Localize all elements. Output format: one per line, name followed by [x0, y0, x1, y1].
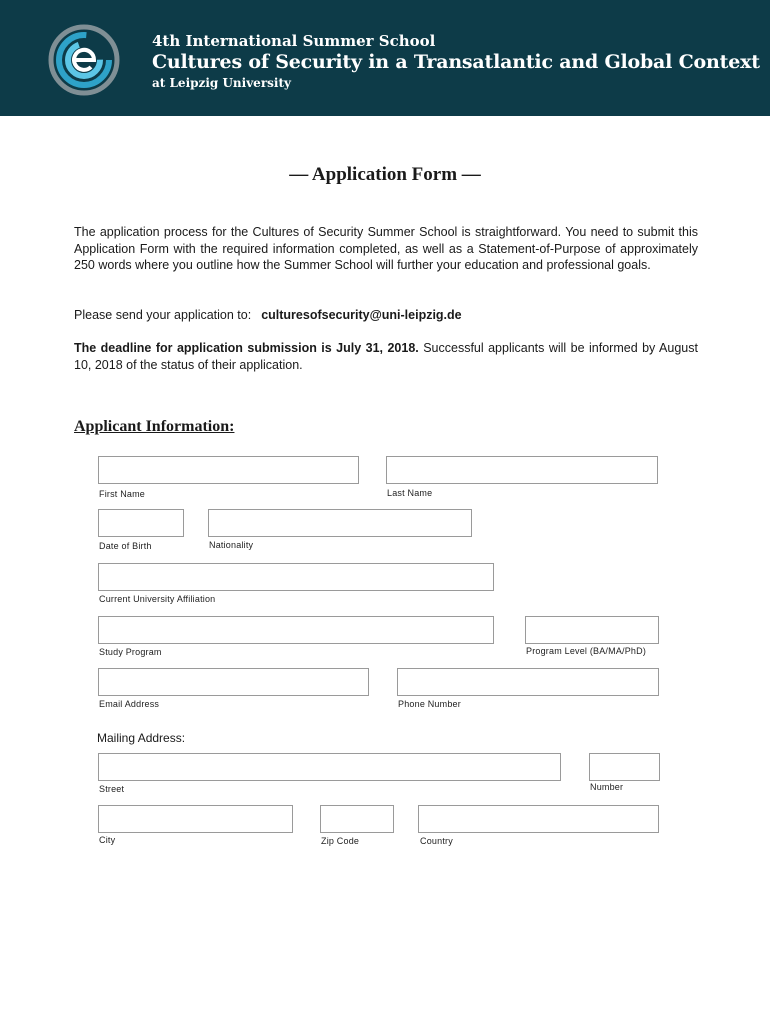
send-label: Please send your application to:	[74, 308, 252, 322]
deadline-rest: Successful applicants will be informed by August 10, 2018 of the status of their application.	[74, 341, 698, 372]
country-label: Country	[420, 836, 453, 846]
nationality-label: Nationality	[209, 540, 254, 550]
first-name-field[interactable]	[98, 456, 359, 484]
country-field[interactable]	[418, 805, 659, 833]
city-field[interactable]	[98, 805, 293, 833]
intro-paragraph: The application process for the Cultures of Security Summer School is straightforward. You need to submit this Application Form with the required information completed, as well as a Statement-of-Purpose of approximately 250 words where you outline how the Summer School will further your education and professional goals.	[74, 225, 698, 272]
program-level-label: Program Level (BA/MA/PhD)	[526, 646, 647, 656]
street-label: Street	[99, 784, 125, 794]
study-program-label: Study Program	[99, 647, 162, 657]
city-label: City	[99, 835, 116, 845]
deadline-bold: The deadline for application submission is July 31, 2018.	[74, 341, 419, 355]
house-number-field[interactable]	[589, 753, 660, 781]
header-location: at Leipzig University	[152, 76, 291, 90]
header-subtitle: 4th International Summer School	[152, 32, 436, 50]
contact-email[interactable]: culturesofsecurity@uni-leipzig.de	[261, 308, 462, 322]
date-of-birth-field[interactable]	[98, 509, 184, 537]
street-field[interactable]	[98, 753, 561, 781]
email-label: Email Address	[99, 699, 160, 709]
first-name-label: First Name	[99, 489, 146, 499]
email-field[interactable]	[98, 668, 369, 696]
send-instructions	[74, 307, 698, 324]
header-banner	[0, 0, 770, 116]
study-program-field[interactable]	[98, 616, 494, 644]
last-name-label: Last Name	[387, 488, 433, 498]
logo-icon	[48, 22, 120, 98]
university-affiliation-label: Current University Affiliation	[99, 594, 216, 604]
zip-code-label: Zip Code	[321, 836, 360, 846]
section-title: Applicant Information:	[74, 418, 235, 435]
program-level-field[interactable]	[525, 616, 659, 644]
phone-number-label: Phone Number	[398, 699, 461, 709]
zip-code-field[interactable]	[320, 805, 394, 833]
university-affiliation-field[interactable]	[98, 563, 494, 591]
nationality-field[interactable]	[208, 509, 472, 537]
last-name-field[interactable]	[386, 456, 658, 484]
house-number-label: Number	[590, 782, 624, 792]
deadline-paragraph	[74, 340, 698, 373]
phone-number-field[interactable]	[397, 668, 659, 696]
mailing-address-heading: Mailing Address:	[97, 731, 186, 745]
date-of-birth-label: Date of Birth	[99, 541, 152, 551]
form-title: — Application Form —	[289, 164, 481, 185]
header-title: Cultures of Security in a Transatlantic and Global Context	[152, 51, 760, 73]
